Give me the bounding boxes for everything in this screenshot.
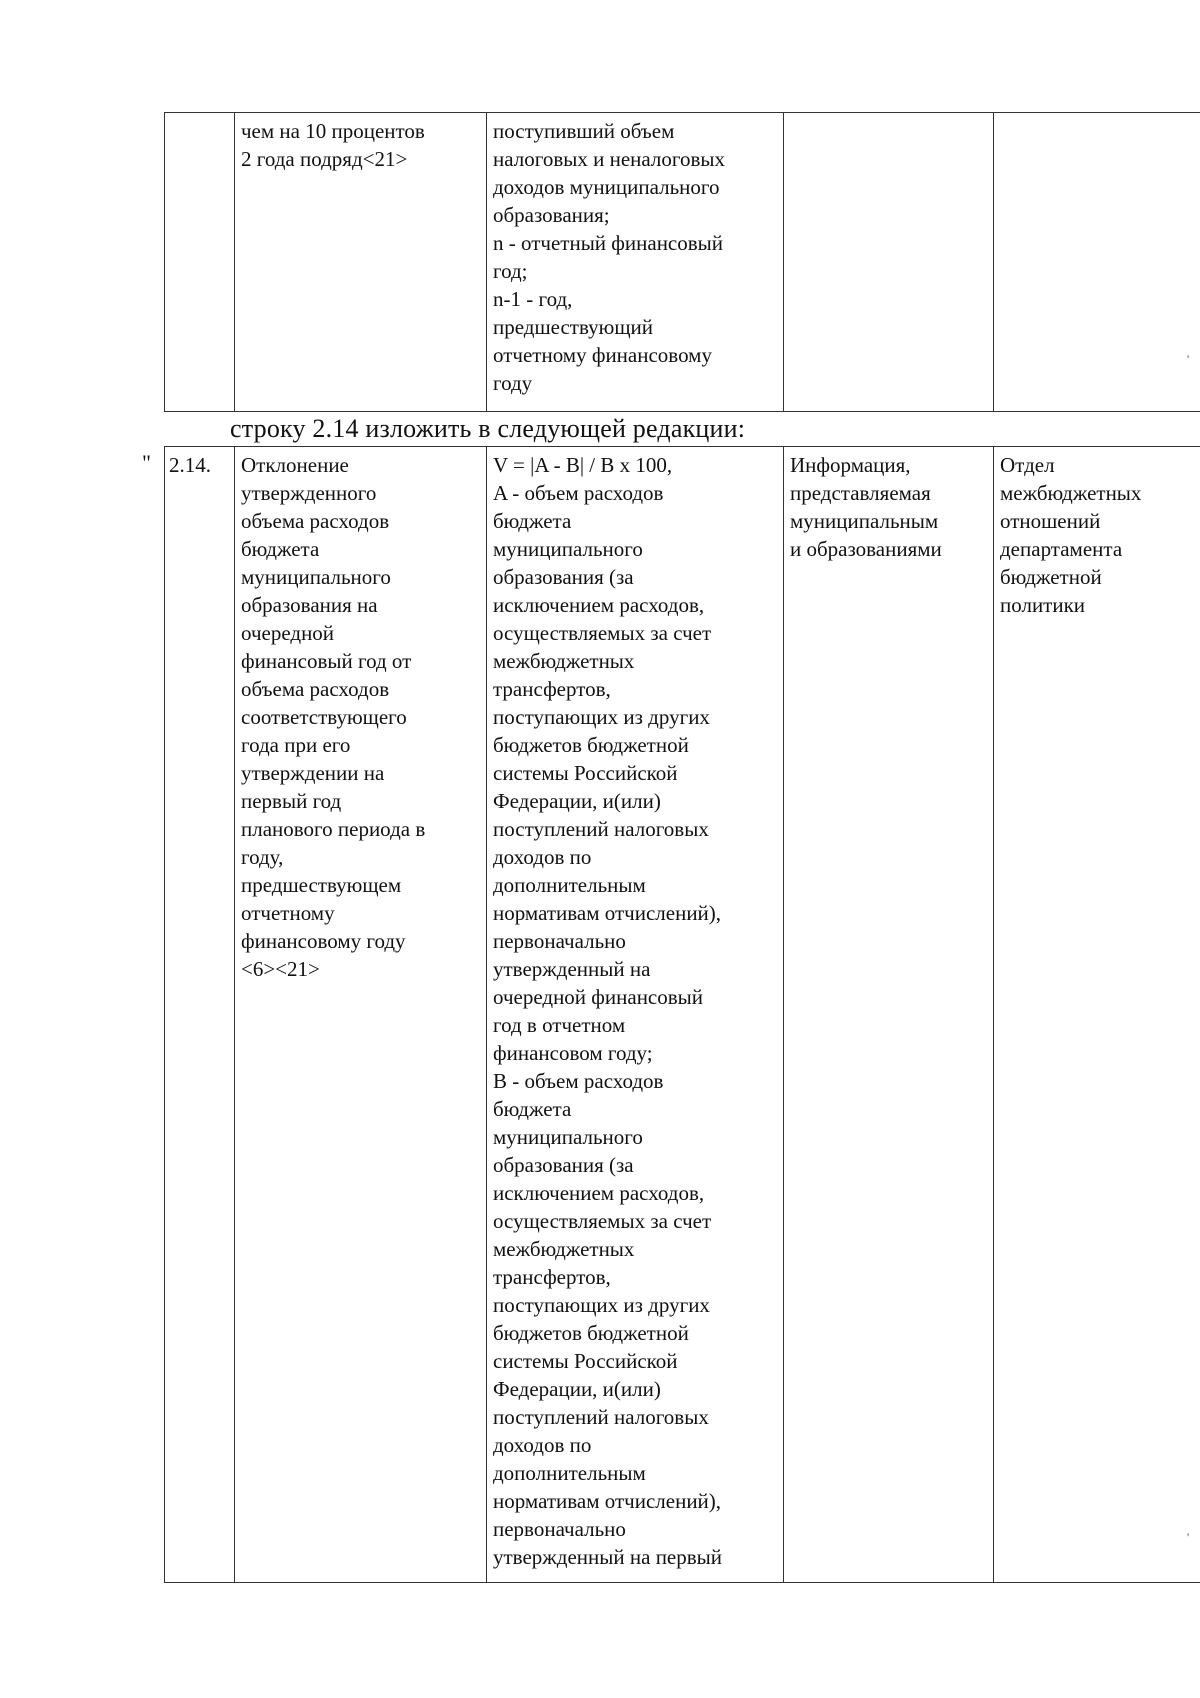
scan-speck: ' bbox=[1187, 352, 1190, 366]
formula-cell: V = |A - B| / B x 100, A - объем расходов бюджета муниципального образования (за исключением расходов, осуществляемых за счет межбюджетных трансфертов, поступающих из других бюджетов бюджетной системы Российской Федерации, и(или) поступлений налоговых доходов по дополнительным нормативам отчислений), первоначально утвержденный на очередной финансовый год в отчетном финансовом году; B - объем расходов бюджета муниципального образования (за исключением расходов, осуществляемых за счет межбюджетных трансфертов, поступающих из других бюджетов бюджетной системы Российской Федерации, и(или) поступлений налоговых доходов по дополнительным нормативам отчислений), первоначально утвержденный на первый bbox=[487, 447, 784, 1583]
scan-speck: ' bbox=[1187, 1530, 1190, 1544]
amendment-instruction: строку 2.14 изложить в следующей редакции: bbox=[230, 414, 746, 443]
source-cell bbox=[784, 113, 994, 412]
responsible-cell bbox=[994, 113, 1200, 412]
formula-cell: поступивший объем налоговых и неналоговых доходов муниципального образования; n - отчетный финансовый год; n-1 - год, предшествующий отчетному финансовому году bbox=[487, 113, 784, 412]
row-number-cell bbox=[165, 113, 235, 412]
opening-quote-mark: " bbox=[142, 450, 151, 475]
responsible-cell: Отдел межбюджетных отношений департамента бюджетной политики bbox=[994, 447, 1200, 1583]
indicator-name-cell: Отклонение утвержденного объема расходов бюджета муниципального образования на очередной финансовый год от объема расходов соответствующего года при его утверждении на первый год планового периода в году, предшествующем отчетному финансовому году <6><21> bbox=[235, 447, 487, 1583]
amended-row-table bbox=[164, 446, 1200, 1583]
table-row bbox=[165, 447, 1200, 1583]
source-cell: Информация, представляемая муниципальным и образованиями bbox=[784, 447, 994, 1583]
row-number-cell: 2.14. bbox=[165, 447, 235, 1583]
continuation-table bbox=[164, 112, 1200, 412]
indicator-name-cell: чем на 10 процентов 2 года подряд<21> bbox=[235, 113, 487, 412]
table-row bbox=[165, 113, 1200, 412]
